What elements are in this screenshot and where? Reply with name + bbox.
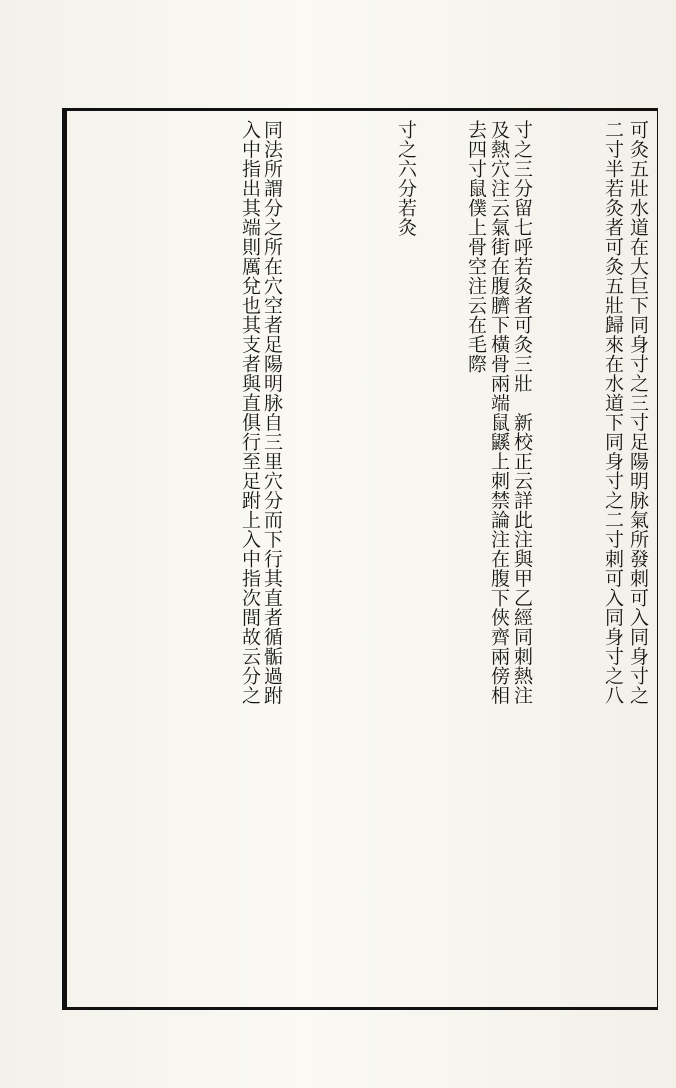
small-text: 二寸半若灸者可灸五壯歸來在水道下同身寸之二寸刺可入同身寸之八: [602, 120, 624, 705]
text-column-14: [240, 120, 259, 1004]
text-column-7: [466, 120, 485, 1004]
small-text: 寸之三分留七呼若灸者可灸三壯 新校正云詳此注與甲乙經同刺熱注: [511, 120, 533, 705]
text-column-13: [262, 120, 281, 1004]
small-text: 同法所謂分之所在穴空者足陽明脉自三里穴分而下行其直者循骺過跗: [261, 120, 283, 705]
text-column-1: [628, 120, 647, 1004]
small-text: 及熱穴注云氣街在腹臍下橫骨兩端鼠鼷上刺禁論注在腹下俠齊兩傍相: [488, 120, 510, 705]
text-column-5: [512, 120, 531, 1004]
page-border: [62, 108, 658, 1010]
small-text: 可灸五壯水道在大巨下同身寸之三寸足陽明脉氣所發刺可入同身寸之: [627, 120, 649, 705]
small-text: 去四寸鼠僕上骨空注云在毛際: [465, 120, 487, 374]
small-text: 入中指出其端則厲兌也其支者與直俱行至足跗上入中指次間故云分之: [239, 120, 261, 705]
small-text: 寸之六分若灸: [395, 120, 417, 237]
text-column-2: [603, 120, 622, 1004]
text-column-9: [396, 120, 415, 1004]
text-column-6: [489, 120, 508, 1004]
